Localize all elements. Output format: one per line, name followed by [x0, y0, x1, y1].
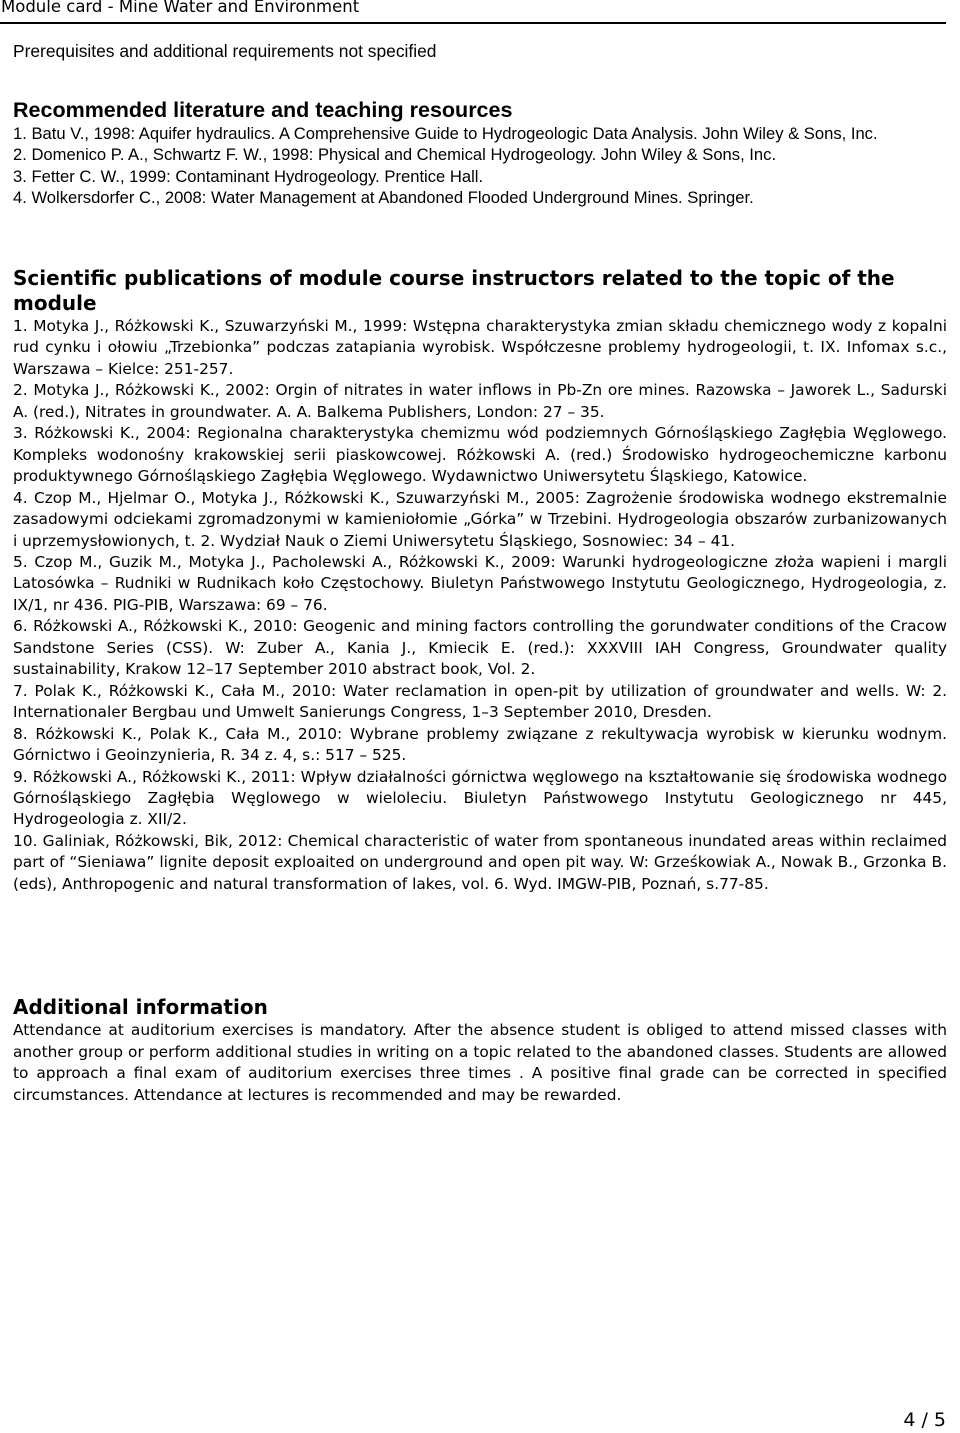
additional-info-text: Attendance at auditorium exercises is mandatory. After the absence student is obliged to attend missed classes with another group or perform additional studies in writing on a topic related to the abandoned classes. Students are allowed to approach a final exam of auditorium exercises three times . A positive final grade can be corrected in specified circumstances. Attendance at lectures is recommended and may be rewarded. [13, 1021, 947, 1104]
page-header [0, 0, 946, 24]
literature-heading: Recommended literature and teaching resources [13, 98, 513, 122]
publication-item: 7. Polak K., Różkowski K., Cała M., 2010: Water reclamation in open-pit by utilization of groundwater and wells. W: 2. Internationaler Bergbau und Umwelt Sanierungs Congress, 1–3 September 2010, Dresden. [13, 681, 947, 722]
literature-item: 1. Batu V., 1998: Aquifer hydraulics. A Comprehensive Guide to Hydrogeologic Data Analysis. John Wiley & Sons, Inc. [13, 124, 878, 143]
literature-item: 4. Wolkersdorfer C., 2008: Water Management at Abandoned Flooded Underground Mines. Springer. [13, 187, 754, 207]
publication-item: 6. Różkowski A., Różkowski K., 2010: Geogenic and mining factors controlling the gorundwater conditions of the Cracow Sandstone Series (CSS). W: Zuber A., Kania J., Kmiecik E. (red.): XXXVIII IAH Congress, Groundwater quality sustainability, Krakow 12–17 September 2010 abstract book, Vol. 2. [13, 617, 947, 679]
publication-item: 1. Motyka J., Różkowski K., Szuwarzyński M., 1999: Wstępna charakterystyka zmian składu chemicznego wody z kopalni rud cynku i ołowiu „Trzebionka” podczas zatapiania wyrobisk. Współczesne problemy hydrogeologii, t. IX. Infomax s.c., Warszawa – Kielce: 251-257. [13, 317, 947, 378]
publication-item: 10. Galiniak, Różkowski, Bik, 2012: Chemical characteristic of water from spontaneous inundated areas within reclaimed part of “Sieniawa” lignite deposit exploaited on underground and open pit way. W: Grześkowiak A., Nowak B., Grzonka B. (eds), Anthropogenic and natural transformation of lakes, vol. 6. Wyd. IMGW-PIB, Poznań, s.77-85. [13, 831, 947, 893]
publication-item: 9. Różkowski A., Różkowski K., 2011: Wpływ działalności górnictwa węglowego na kształtowanie się środowiska wodnego Górnośląskiego Zagłębia Węglowego w wieloleciu. Biuletyn Państwowego Instytutu Geologicznego nr 445, Hydrogeologia z. XII/2. [13, 767, 947, 829]
additional-info-heading: Additional information [13, 995, 268, 1019]
additional-info-section [13, 995, 947, 1106]
publication-item: 8. Różkowski K., Polak K., Cała M., 2010: Wybrane problemy związane z rekultywacja wyrobisk w kierunku wodnym. Górnictwo i Geoinzynieria, R. 34 z. 4, s.: 517 – 525. [13, 724, 947, 765]
publication-item: 3. Różkowski K., 2004: Regionalna charakterystyka chemizmu wód podziemnych Górnośląskiego Zagłębia Węglowego. Kompleks wodonośny krakowskiej serii piaskowcowej. Różkowski A. (red.) Środowisko hydrogeochemiczne karbonu produktywnego Górnośląskiego Zagłębia Węglowego. Wydawnictwo Uniwersytetu Śląskiego, Katowice. [13, 424, 947, 486]
publications-section [13, 266, 947, 895]
page-number: 4 / 5 [903, 1409, 946, 1431]
publication-item: 4. Czop M., Hjelmar O., Motyka J., Różkowski K., Szuwarzyński M., 2005: Zagrożenie środowiska wodnego ekstremalnie zasadowymi odciekami zgromadzonymi w kamieniołomie „Górka” w Trzebini. Hydrogeologia obszarów zurbanizowanych i uprzemysłowionych, t. 2. Wydział Nauk o Ziemi Uniwersytetu Śląskiego, Sosnowiec: 34 – 41. [13, 488, 947, 550]
publication-item: 5. Czop M., Guzik M., Motyka J., Pacholewski A., Różkowski K., 2009: Warunki hydrogeologiczne złoża wapieni i margli Latosówka – Rudniki w Rudnikach koło Częstochowy. Biuletyn Państwowego Instytutu Geologicznego, Hydrogeologia, z. IX/1, nr 436. PIG-PIB, Warszawa: 69 – 76. [13, 552, 947, 614]
prerequisites-text: Prerequisites and additional requirements not specified [13, 41, 437, 61]
publications-heading: Scientific publications of module course instructors related to the topic of the module [13, 266, 895, 315]
literature-section [13, 98, 943, 208]
document-title: Module card - Mine Water and Environment [1, 0, 360, 16]
publication-item: 2. Motyka J., Różkowski K., 2002: Orgin of nitrates in water inflows in Pb-Zn ore mines. Razowska – Jaworek L., Sadurski A. (red.), Nitrates in groundwater. A. A. Balkema Publishers, London: 27 – 35. [13, 381, 947, 421]
literature-item: 2. Domenico P. A., Schwartz F. W., 1998: Physical and Chemical Hydrogeology. John Wiley & Sons, Inc. [13, 145, 777, 165]
literature-item: 3. Fetter C. W., 1999: Contaminant Hydrogeology. Prentice Hall. [13, 166, 484, 186]
